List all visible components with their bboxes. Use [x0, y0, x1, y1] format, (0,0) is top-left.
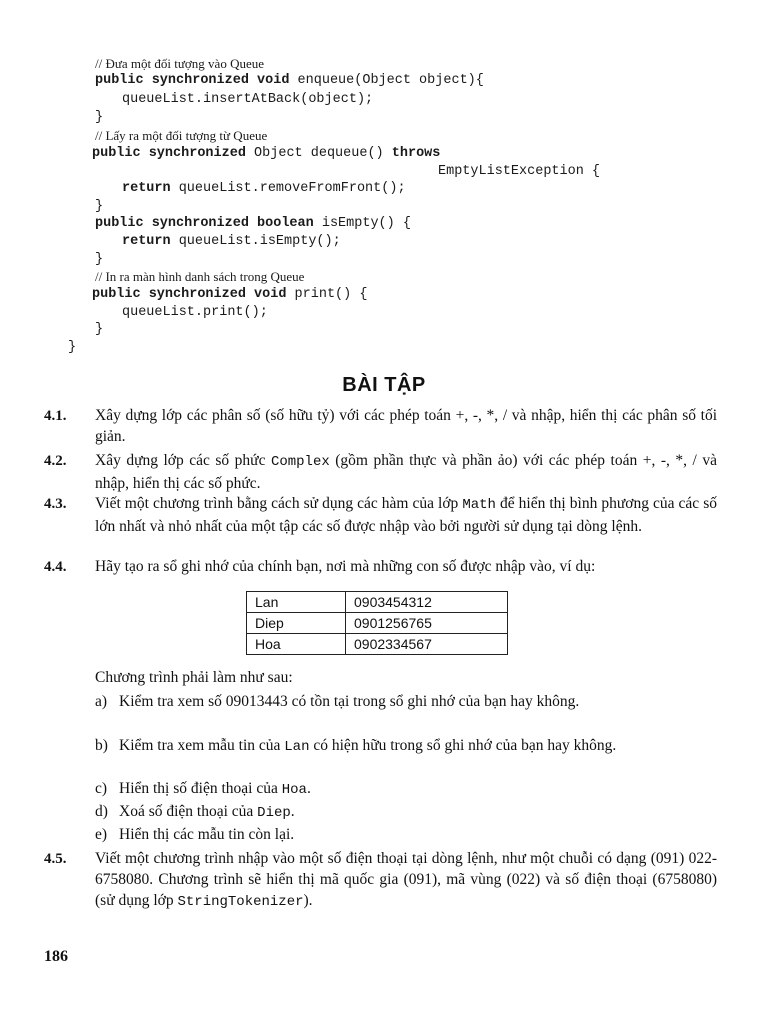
exercise-text-part: Viết một chương trình bằng cách sử dụng các hàm của lớp	[95, 495, 463, 512]
exercise-text	[95, 493, 717, 537]
exercise-text: Xây dựng lớp các phân số (số hữu tỷ) với các phép toán +, -, *, / và nhập, hiển thị các phân số tối giản.	[95, 407, 717, 445]
table-cell-name: Diep	[247, 613, 346, 634]
item-label: a)	[95, 693, 108, 710]
code-line: queueList.insertAtBack(object);	[122, 92, 374, 107]
exercise-text: Hãy tạo ra sổ ghi nhớ của chính bạn, nơi mà những con số được nhập vào, ví dụ:	[95, 558, 596, 575]
item-text	[119, 802, 717, 823]
code-line	[95, 216, 411, 232]
exercise-text-part: Xây dựng lớp các số phức	[95, 452, 271, 469]
code-line	[92, 287, 367, 303]
item-text	[119, 736, 717, 757]
section-title: BÀI TẬP	[342, 374, 426, 396]
list-item	[95, 692, 717, 712]
list-item	[95, 736, 717, 757]
list-item	[95, 825, 717, 845]
record-name: Lan	[284, 739, 310, 755]
code-text: Object dequeue()	[245, 146, 392, 161]
item-label: e)	[95, 826, 108, 843]
code-text: enqueue(Object object){	[289, 73, 484, 88]
exercise-text-part: ).	[303, 892, 313, 909]
item-text: Kiểm tra xem số 09013443 có tồn tại trong sổ ghi nhớ của bạn hay không.	[119, 693, 580, 710]
item-label: d)	[95, 803, 108, 820]
item-label: b)	[95, 737, 108, 754]
exercise-number: 4.1.	[44, 408, 67, 424]
code-line	[92, 146, 440, 162]
code-line	[95, 73, 484, 89]
code-keyword: throws	[391, 146, 441, 161]
table-row	[247, 613, 508, 634]
code-text: queueList.removeFromFront();	[170, 181, 406, 196]
class-name: StringTokenizer	[177, 894, 304, 910]
item-text-part: Hiển thị số điện thoại của	[119, 780, 282, 797]
code-keyword: public synchronized void	[95, 73, 290, 88]
item-text-part: .	[290, 803, 295, 820]
code-keyword: public synchronized	[92, 146, 246, 161]
table-row	[247, 634, 508, 655]
code-comment: // In ra màn hình danh sách trong Queue	[95, 269, 305, 284]
table-cell-phone: 0903454312	[346, 592, 508, 613]
table-cell-phone: 0901256765	[346, 613, 508, 634]
code-keyword: return	[122, 234, 171, 249]
exercise-number: 4.3.	[44, 496, 67, 512]
table-cell-phone: 0902334567	[346, 634, 508, 655]
item-label: c)	[95, 780, 108, 797]
exercise-text	[95, 848, 717, 913]
code-line: EmptyListException {	[438, 164, 601, 179]
phonebook-table	[246, 591, 508, 655]
table-row	[247, 592, 508, 613]
record-name: Hoa	[281, 782, 307, 798]
exercise-text	[95, 450, 717, 494]
code-brace: }	[95, 110, 104, 125]
exercise-text-part: Viết một chương trình nhập vào một số điện thoại tại dòng lệnh, như một chuỗi có dạng (091) 022-6758080. Chương trình sẽ hiển thị mã quốc gia (091), mã vùng (022) và số điện thoại (6758080) (sử dụng lớp	[95, 850, 717, 909]
exercise-text-part: để hiển thị bình phương của các số lớn nhất và nhỏ nhất của một tập các số được nhập vào bởi người sử dụng tại dòng lệnh.	[95, 495, 717, 535]
item-text	[119, 779, 717, 800]
exercise-number: 4.4.	[44, 559, 67, 575]
class-name: Complex	[270, 454, 330, 470]
code-comment: // Đưa một đối tượng vào Queue	[95, 56, 264, 71]
code-keyword: public synchronized void	[92, 287, 287, 302]
code-brace: }	[95, 252, 104, 267]
code-line	[122, 181, 406, 197]
code-brace: }	[68, 340, 77, 355]
code-text: print() {	[286, 287, 368, 302]
code-brace: }	[95, 199, 104, 214]
exercise-text-part: (gồm phần thực và phần ảo) với các phép toán +, -, *, / và nhập, hiển thị các số phức.	[95, 452, 717, 492]
class-name: Math	[462, 497, 496, 513]
record-name: Diep	[257, 805, 291, 821]
code-line: queueList.print();	[122, 305, 268, 320]
code-brace: }	[95, 322, 104, 337]
page-number: 186	[44, 948, 68, 965]
item-text: Hiển thị các mẫu tin còn lại.	[119, 826, 295, 843]
code-line	[122, 234, 341, 250]
requirements-intro: Chương trình phải làm như sau:	[95, 669, 293, 686]
table-cell-name: Lan	[247, 592, 346, 613]
item-text-part: có hiện hữu trong sổ ghi nhớ của bạn hay không.	[309, 737, 617, 754]
list-item	[95, 779, 717, 800]
list-item	[95, 802, 717, 823]
code-keyword: public synchronized boolean	[95, 216, 314, 231]
code-text: queueList.isEmpty();	[170, 234, 341, 249]
item-text-part: .	[306, 780, 311, 797]
item-text-part: Xoá số điện thoại của	[119, 803, 258, 820]
table-cell-name: Hoa	[247, 634, 346, 655]
exercise-number: 4.2.	[44, 453, 67, 469]
code-comment: // Lấy ra một đối tượng từ Queue	[95, 128, 268, 143]
item-text-part: Kiểm tra xem mẫu tin của	[119, 737, 285, 754]
code-keyword: return	[122, 181, 171, 196]
exercise-number: 4.5.	[44, 851, 67, 867]
code-text: isEmpty() {	[313, 216, 411, 231]
